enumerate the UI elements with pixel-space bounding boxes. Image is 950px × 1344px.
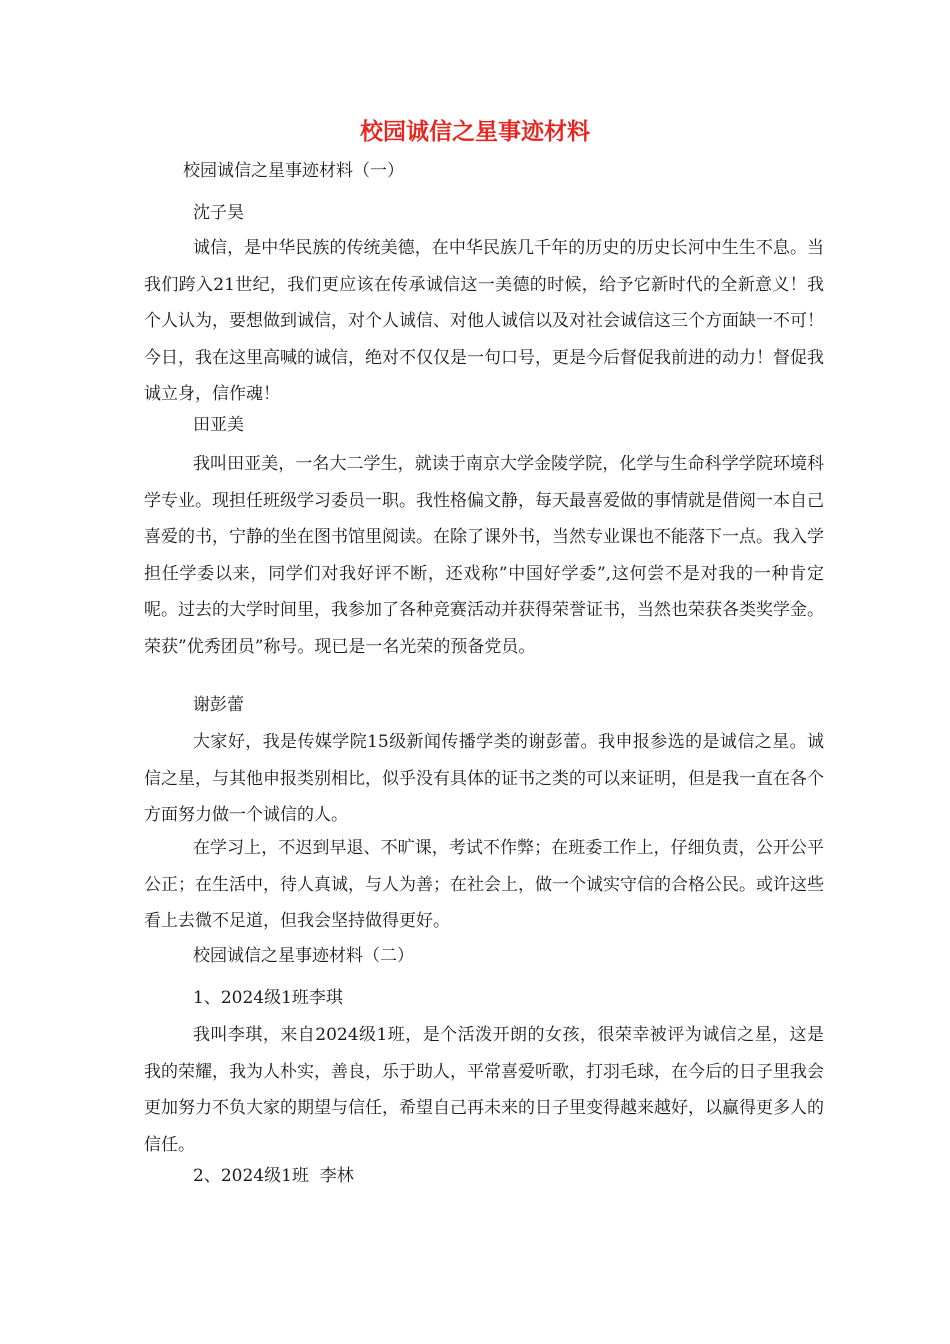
part2-heading: 校园诚信之星事迹材料（二）: [193, 946, 414, 966]
person2-paragraph: 我叫田亚美，一名大二学生，就读于南京大学金陵学院，化学与生命科学学院环境科学专业。现担任班级学习委员一职。我性格偏文静，每天最喜爱做的事情就是借阅一本自己喜爱的书，宁静的坐在图书馆里阅读。在除了课外书，当然专业课也不能落下一点。我入学担任学委以来，同学们对我好评不断，还戏称”中国好学委”,这何尝不是对我的一种肯定呢。过去的大学时间里，我参加了各种竞赛活动并获得荣誉证书，当然也荣获各类奖学金。荣获”优秀团员”称号。现已是一名光荣的预备党员。: [144, 454, 824, 657]
person1-name: 沈子昊: [193, 203, 244, 223]
person3-paragraph-1: 大家好，我是传媒学院15级新闻传播学类的谢彭蕾。我申报参选的是诚信之星。诚信之星，与其他申报类别相比，似乎没有具体的证书之类的可以来证明，但是我一直在各个方面努力做一个诚信的人。: [144, 732, 824, 826]
person3-name: 谢彭蕾: [193, 695, 244, 715]
item1-heading: 1、2024级1班李琪: [193, 988, 343, 1008]
person1-paragraph: 诚信，是中华民族的传统美德，在中华民族几千年的历史的历史长河中生生不息。当我们跨入21世纪，我们更应该在传承诚信这一美德的时候，给予它新时代的全新意义！我个人认为，要想做到诚信，对个人诚信、对他人诚信以及对社会诚信这三个方面缺一不可！今日，我在这里高喊的诚信，绝对不仅仅是一句口号，更是今后督促我前进的动力！督促我诚立身，信作魂！: [144, 238, 824, 405]
person3-paragraph-2: 在学习上，不迟到早退、不旷课，考试不作弊；在班委工作上，仔细负责，公开公平公正；在生活中，待人真诚，与人为善；在社会上，做一个诚实守信的合格公民。或许这些看上去微不足道，但我会坚持做得更好。: [144, 838, 824, 932]
part1-heading: 校园诚信之星事迹材料（一）: [183, 161, 404, 181]
person2-name: 田亚美: [193, 415, 244, 435]
item2-heading: 2、2024级1班 李林: [193, 1166, 354, 1186]
document-title: 校园诚信之星事迹材料: [360, 119, 590, 145]
item1-paragraph: 我叫李琪，来自2024级1班，是个活泼开朗的女孩，很荣幸被评为诚信之星，这是我的荣耀，我为人朴实，善良，乐于助人，平常喜爱听歌，打羽毛球，在今后的日子里我会更加努力不负大家的期望与信任，希望自己再未来的日子里变得越来越好，以赢得更多人的信任。: [144, 1025, 824, 1155]
